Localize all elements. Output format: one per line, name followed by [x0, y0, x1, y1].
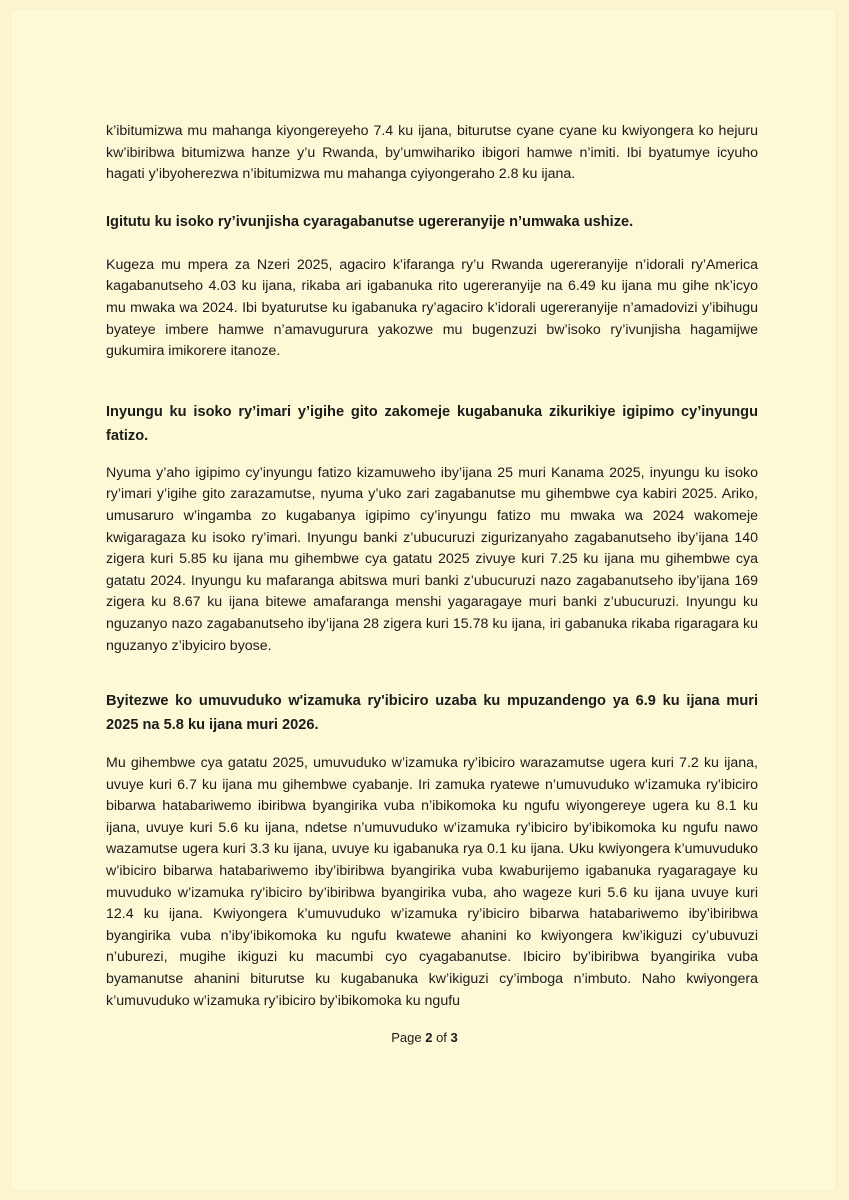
- paragraph-exchange-rate: Kugeza mu mpera za Nzeri 2025, agaciro k’ifaranga ry’u Rwanda ugereranyije n’idorali ry’America kagabanutseho 4.03 ku ijana, rikaba ari igabanuka rito ugereranyije na 6.49 ku ijana mu gihe nk’icyo mu mwaka wa 2024. Ibi byaturutse ku igabanuka ry’agaciro k’idorali ugereranyije n’amadovizi y’ibihugu byateye imbere hamwe n’amavugurura yakozwe mu bugenzuzi bw’isoko ry’ivunjisha hagamijwe gukumira imikorere itanoze.: [106, 256, 758, 360]
- document-body: [106, 121, 758, 1012]
- footer-of-word: of: [436, 1030, 447, 1045]
- footer-current-page: 2: [425, 1030, 433, 1045]
- page-footer: [0, 1030, 849, 1045]
- heading-inflation-forecast: Byitezwe ko umuvuduko w'izamuka ry'ibiciro uzaba ku mpuzandengo ya 6.9 ku ijana muri 2025 na 5.8 ku ijana muri 2026.: [106, 693, 758, 734]
- heading-interest-rates: Inyungu ku isoko ry’imari y’igihe gito zakomeje kugabanuka zikurikiye igipimo cy’inyungu fatizo.: [106, 403, 758, 444]
- paragraph-interest-rates: Nyuma y’aho igipimo cy’inyungu fatizo kizamuweho iby’ijana 25 muri Kanama 2025, inyungu ku isoko ry’imari y’igihe gito zarazamutse, nyuma y’uko zari zagabanutse mu gihembwe cya kabiri 2025. Ariko, umusaruro w’ingamba zo kugabanya igipimo cy’inyungu fatizo mu mwaka wa 2024 wakomeje kwigaragaza ku isoko ry’imari. Inyungu banki z’ubucuruzi zigurizanyaho zagabanutseho iby’ijana 140 zigera kuri 5.85 ku ijana mu gihembwe cya gatatu 2025 zivuye kuri 7.25 ku ijana mu gihembwe cya gatatu 2024. Inyungu ku mafaranga abitswa muri banki z’ubucuruzi nazo zagabanutseho iby’ijana 169 zigera ku 8.67 ku ijana bitewe amafaranga menshi yagaragaye muri banki z’ubucuruzi. Inyungu ku nguzanyo nazo zagabanutseho iby’ijana 28 zigera kuri 15.78 ku ijana, iri gabanuka rikaba rigaragara ku nguzanyo z’ibyiciro byose.: [106, 464, 758, 654]
- footer-page-word: Page: [391, 1030, 422, 1045]
- footer-total-pages: 3: [450, 1030, 458, 1045]
- paragraph-trade-balance: k’ibitumizwa mu mahanga kiyongereyeho 7.4 ku ijana, biturutse cyane cyane ku kwiyongera ko hejuru kw’ibiribwa bitumizwa hanze y’u Rwanda, by’umwihariko ibigori hamwe n’imiti. Ibi byatumye icyuho hagati y’ibyoherezwa n’ibitumizwa mu mahanga cyiyongeraho 2.8 ku ijana.: [106, 123, 758, 183]
- paragraph-inflation: Mu gihembwe cya gatatu 2025, umuvuduko w’izamuka ry’ibiciro warazamutse ugera kuri 7.2 ku ijana, uvuye kuri 6.7 ku ijana mu gihembwe cyabanje. Iri zamuka ryatewe n’umuvuduko w’izamuka ry’ibiciro bibarwa hatabariwemo ibiribwa byangirika vuba n’ibikomoka ku ngufu wiyongereye ugera ku 8.1 ku ijana, uvuye kuri 5.6 ku ijana, ndetse n’umuvuduko w’izamuka ry’ibiciro by’ibikomoka ku ngufu nawo wazamutse ugera kuri 3.3 ku ijana, uvuye ku igabanuka rya 0.1 ku ijana. Uku kwiyongera k’umuvuduko w’ibiciro bibarwa hatabariwemo iby’ibiribwa byangirika vuba kwaburijemo igabanuka ryagaragaye ku muvuduko w’izamuka ry’ibiciro by’ibiribwa byangirika vuba, aho wageze kuri 5.6 ku ijana uvuye kuri 12.4 ku ijana. Kwiyongera k’umuvuduko w’izamuka ry’ibiciro bibarwa hatabariwemo iby’ibiribwa byangirika vuba n’iby’ibikomoka ku ngufu kwatewe ahanini ko kwiyongera kw’ikiguzi cy’ubuvuzi n’uburezi, mugihe ikiguzi ku macumbi cyo cyagabanutse. Ibiciro by’ibiribwa byangirika vuba byamanutse ahanini biturutse ku kugabanuka kw’ikiguzi cy’imboga n’imbuto. Naho kwiyongera k’umuvuduko w’izamuka ry’ibiciro by’ibikomoka ku ngufu: [106, 755, 758, 1009]
- heading-exchange-rate: Igitutu ku isoko ry’ivunjisha cyaragabanutse ugereranyije n’umwaka ushize.: [106, 213, 634, 230]
